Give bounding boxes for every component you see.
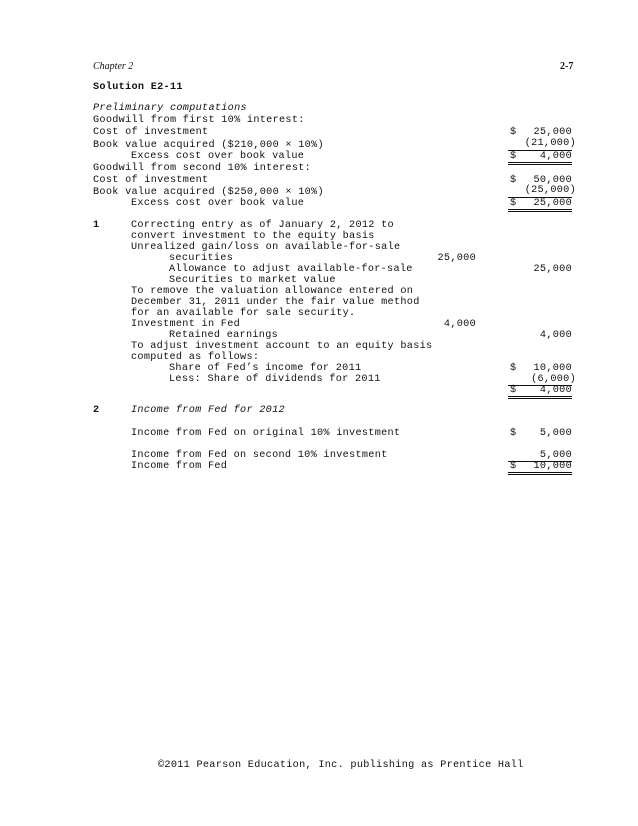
g2-excess-label: Excess cost over book value — [131, 198, 305, 209]
g1-book-value-label: Book value acquired ($210,000 × 10%) — [93, 140, 324, 151]
p1-line-16-value: 4,000 — [539, 385, 572, 396]
p1-line-11-credit: 4,000 — [539, 330, 572, 341]
p1-line-7: To remove the valuation allowance entered on — [131, 286, 414, 297]
p2-total-rule-2 — [508, 474, 572, 475]
p1-line-4-debit: 25,000 — [437, 253, 476, 264]
p2-row-1-label: Income from Fed on original 10% investment — [131, 428, 401, 439]
p1-line-6: Securities to market value — [169, 275, 336, 286]
g2-cost-value: 50,000 — [533, 175, 572, 186]
g1-total-rule-2 — [508, 164, 572, 165]
g1-excess-label: Excess cost over book value — [131, 151, 305, 162]
solution-title: Solution E2-11 — [93, 82, 183, 93]
p1-line-14: Share of Fed’s income for 2011 — [169, 363, 362, 374]
g2-excess-value: 25,000 — [533, 198, 572, 209]
p1-line-16-dollar: $ — [510, 385, 517, 396]
p1-line-9: for an available for sale security. — [131, 308, 356, 319]
p1-line-3: Unrealized gain/loss on available-for-sale — [131, 242, 401, 253]
p1-total-rule — [508, 396, 572, 397]
p1-line-1: Correcting entry as of January 2, 2012 to — [131, 220, 394, 231]
g1-cost-value: 25,000 — [533, 127, 572, 138]
p2-row-3-value: 10,000 — [533, 461, 572, 472]
p1-total-rule-2 — [508, 398, 572, 399]
part-2-number: 2 — [93, 405, 100, 416]
p1-line-11: Retained earnings — [169, 330, 279, 341]
goodwill-second-heading: Goodwill from second 10% interest: — [93, 163, 312, 174]
p2-row-3-dollar: $ — [510, 461, 517, 472]
p1-line-10-debit: 4,000 — [443, 319, 476, 330]
p2-total-rule — [508, 472, 572, 473]
g2-total-rule-2 — [508, 211, 572, 212]
page-number: 2-7 — [560, 61, 574, 72]
p1-line-4: securities — [169, 253, 234, 264]
g2-book-value: (25,000) — [524, 185, 576, 196]
g1-excess-value: 4,000 — [539, 151, 572, 162]
p2-row-1-dollar: $ — [510, 428, 517, 439]
p1-line-14-value: 10,000 — [533, 363, 572, 374]
g2-cost-dollar: $ — [510, 175, 517, 186]
prelim-heading: Preliminary computations — [93, 103, 247, 114]
g2-cost-label: Cost of investment — [93, 175, 209, 186]
p2-row-2-value: 5,000 — [539, 450, 572, 461]
p2-row-3-label: Income from Fed — [131, 461, 228, 472]
p1-line-15-value: (6,000) — [531, 374, 576, 385]
p1-line-8: December 31, 2011 under the fair value method — [131, 297, 420, 308]
g1-book-value: (21,000) — [524, 138, 576, 149]
g2-total-rule — [508, 209, 572, 210]
g1-excess-dollar: $ — [510, 151, 517, 162]
p2-row-2-label: Income from Fed on second 10% investment — [131, 450, 388, 461]
g1-total-rule — [508, 162, 572, 163]
p1-line-10: Investment in Fed — [131, 319, 241, 330]
goodwill-first-heading: Goodwill from first 10% interest: — [93, 115, 305, 126]
p1-line-5: Allowance to adjust available-for-sale — [169, 264, 413, 275]
p1-line-14-dollar: $ — [510, 363, 517, 374]
g1-cost-label: Cost of investment — [93, 127, 209, 138]
p1-line-2: convert investment to the equity basis — [131, 231, 375, 242]
p2-row-1-value: 5,000 — [539, 428, 572, 439]
p1-line-5-credit: 25,000 — [533, 264, 572, 275]
g1-cost-dollar: $ — [510, 127, 517, 138]
copyright-footer: ©2011 Pearson Education, Inc. publishing as Prentice Hall — [158, 760, 524, 771]
chapter-label: Chapter 2 — [93, 61, 134, 72]
g2-excess-dollar: $ — [510, 198, 517, 209]
part-2-heading: Income from Fed for 2012 — [131, 405, 285, 416]
p1-line-13: computed as follows: — [131, 352, 260, 363]
p1-line-15: Less: Share of dividends for 2011 — [169, 374, 381, 385]
part-1-number: 1 — [93, 220, 100, 231]
p1-line-12: To adjust investment account to an equity basis — [131, 341, 433, 352]
g2-book-value-label: Book value acquired ($250,000 × 10%) — [93, 187, 324, 198]
